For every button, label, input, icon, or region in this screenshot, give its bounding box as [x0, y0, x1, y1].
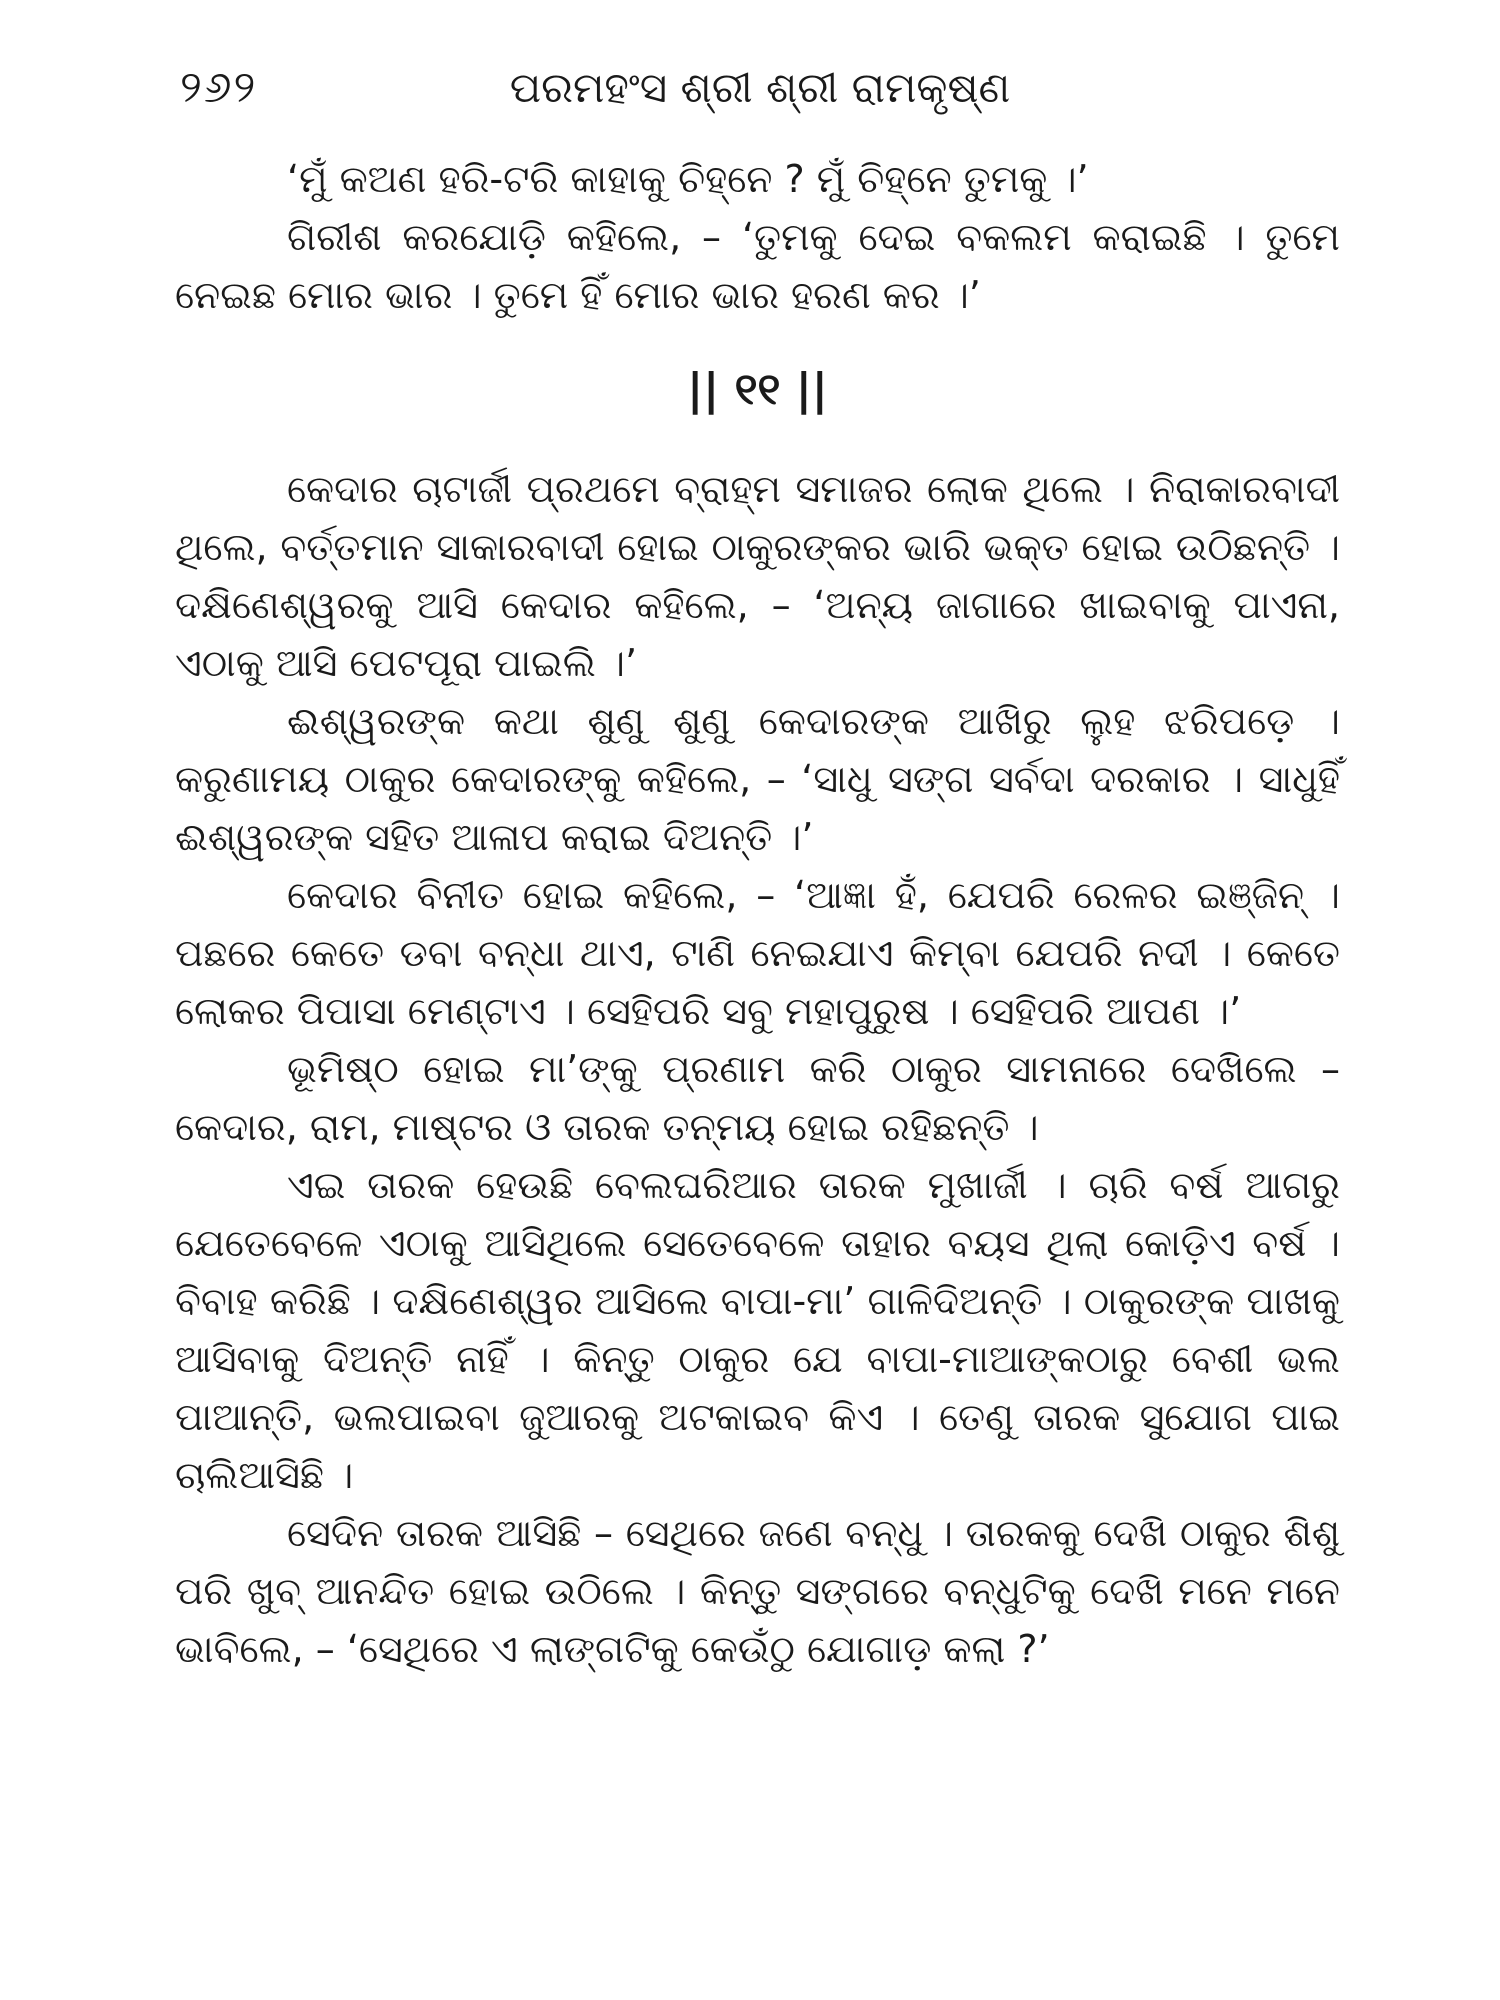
body-text — [175, 150, 1340, 1678]
quote-line: ‘ମୁଁ କଅଣ ହରି-ଟରି କାହାକୁ ଚିହ୍ନେ ? ମୁଁ ଚିହ୍ନେ ତୁମକୁ ।’ — [287, 157, 1089, 201]
paragraph-kedar-3: କେଦାର ବିନୀତ ହୋଇ କହିଲେ, – ‘ଆଜ୍ଞା ହଁ, ଯେପରି ରେଳର ଇଞ୍ଜିନ୍ । ପଛରେ କେତେ ଡବା ବନ୍ଧା ଥାଏ, ଟାଣି ନେଇଯାଏ କିମ୍ବା ଯେପରି ନଦୀ । କେତେ ଲୋକର ପିପାସା ମେଣ୍ଟାଏ । ସେହିପରି ସବୁ ମହାପୁରୁଷ । ସେହିପରି ଆପଣ ।’ — [175, 873, 1340, 1033]
paragraph-bhumistha: ଭୂମିଷ୍ଠ ହୋଇ ମା’ଙ୍କୁ ପ୍ରଣାମ କରି ଠାକୁର ସାମନାରେ ଦେଖିଲେ – କେଦାର, ରାମ, ମାଷ୍ଟର ଓ ତାରକ ତନ୍ମୟ ହୋଇ ରହିଛନ୍ତି । — [175, 1047, 1340, 1149]
page-header — [180, 58, 1340, 118]
running-title: ପରମହଂସ ଶ୍ରୀ ଶ୍ରୀ ରାମକୃଷ୍ଣ — [509, 63, 1011, 112]
paragraph-girish: ଗିରୀଶ କରଯୋଡ଼ି କହିଲେ, – ‘ତୁମକୁ ଦେଇ ବକଲମ କରାଇଛି । ତୁମେ ନେଇଛ ମୋର ଭାର । ତୁମେ ହିଁ ମୋର ଭାର ହରଣ କର ।’ — [175, 215, 1340, 317]
paragraph-sedina: ସେଦିନ ତାରକ ଆସିଛି – ସେଥିରେ ଜଣେ ବନ୍ଧୁ । ତାରକକୁ ଦେଖି ଠାକୁର ଶିଶୁ ପରି ଖୁବ୍ ଆନନ୍ଦିତ ହୋଇ ଉଠିଲେ । କିନ୍ତୁ ସଙ୍ଗରେ ବନ୍ଧୁଟିକୁ ଦେଖି ମନେ ମନେ ଭାବିଲେ, – ‘ସେଥିରେ ଏ ଲାଙ୍ଗଟିକୁ କେଉଁଠୁ ଯୋଗାଡ଼ କଲା ?’ — [175, 1511, 1340, 1671]
paragraph-tarak: ଏଇ ତାରକ ହେଉଛି ବେଲଘରିଆର ତାରକ ମୁଖାର୍ଜୀ । ଚାରି ବର୍ଷ ଆଗରୁ ଯେତେବେଳେ ଏଠାକୁ ଆସିଥିଲେ ସେତେବେଳେ ତାହାର ବୟସ ଥିଲା କୋଡ଼ିଏ ବର୍ଷ । ବିବାହ କରିଛି । ଦକ୍ଷିଣେଶ୍ୱର ଆସିଲେ ବାପା-ମା’ ଗାଳିଦିଅନ୍ତି । ଠାକୁରଙ୍କ ପାଖକୁ ଆସିବାକୁ ଦିଅନ୍ତି ନାହିଁ । କିନ୍ତୁ ଠାକୁର ଯେ ବାପା-ମାଆଙ୍କଠାରୁ ବେଶୀ ଭଲ ପାଆନ୍ତି, ଭଲପାଇବା ଜୁଆରକୁ ଅଟକାଇବ କିଏ । ତେଣୁ ତାରକ ସୁଯୋଗ ପାଇ ଚାଲିଆସିଛି । — [175, 1163, 1340, 1497]
section-marker: || ୧୧ || — [687, 364, 828, 415]
paragraph-kedar-2: ଈଶ୍ୱରଙ୍କ କଥା ଶୁଣୁ ଶୁଣୁ କେଦାରଙ୍କ ଆଖିରୁ ଲୁହ ଝରିପଡ଼େ । କରୁଣାମୟ ଠାକୁର କେଦାରଙ୍କୁ କହିଲେ, – ‘ସାଧୁ ସଙ୍ଗ ସର୍ବଦା ଦରକାର । ସାଧୁହିଁ ଈଶ୍ୱରଙ୍କ ସହିତ ଆଳାପ କରାଇ ଦିଅନ୍ତି ।’ — [175, 699, 1340, 859]
page-number: ୨୬୨ — [180, 62, 258, 113]
paragraph-kedar-1: କେଦାର ଚାଟାର୍ଜୀ ପ୍ରଥମେ ବ୍ରାହ୍ମ ସମାଜର ଲୋକ ଥିଲେ । ନିରାକାରବାଦୀ ଥିଲେ, ବର୍ତ୍ତମାନ ସାକାରବାଦୀ ହୋଇ ଠାକୁରଙ୍କର ଭାରି ଭକ୍ତ ହୋଇ ଉଠିଛନ୍ତି । ଦକ୍ଷିଣେଶ୍ୱରକୁ ଆସି କେଦାର କହିଲେ, – ‘ଅନ୍ୟ ଜାଗାରେ ଖାଇବାକୁ ପାଏନା, ଏଠାକୁ ଆସି ପେଟପୂରା ପାଇଲି ।’ — [175, 467, 1340, 685]
